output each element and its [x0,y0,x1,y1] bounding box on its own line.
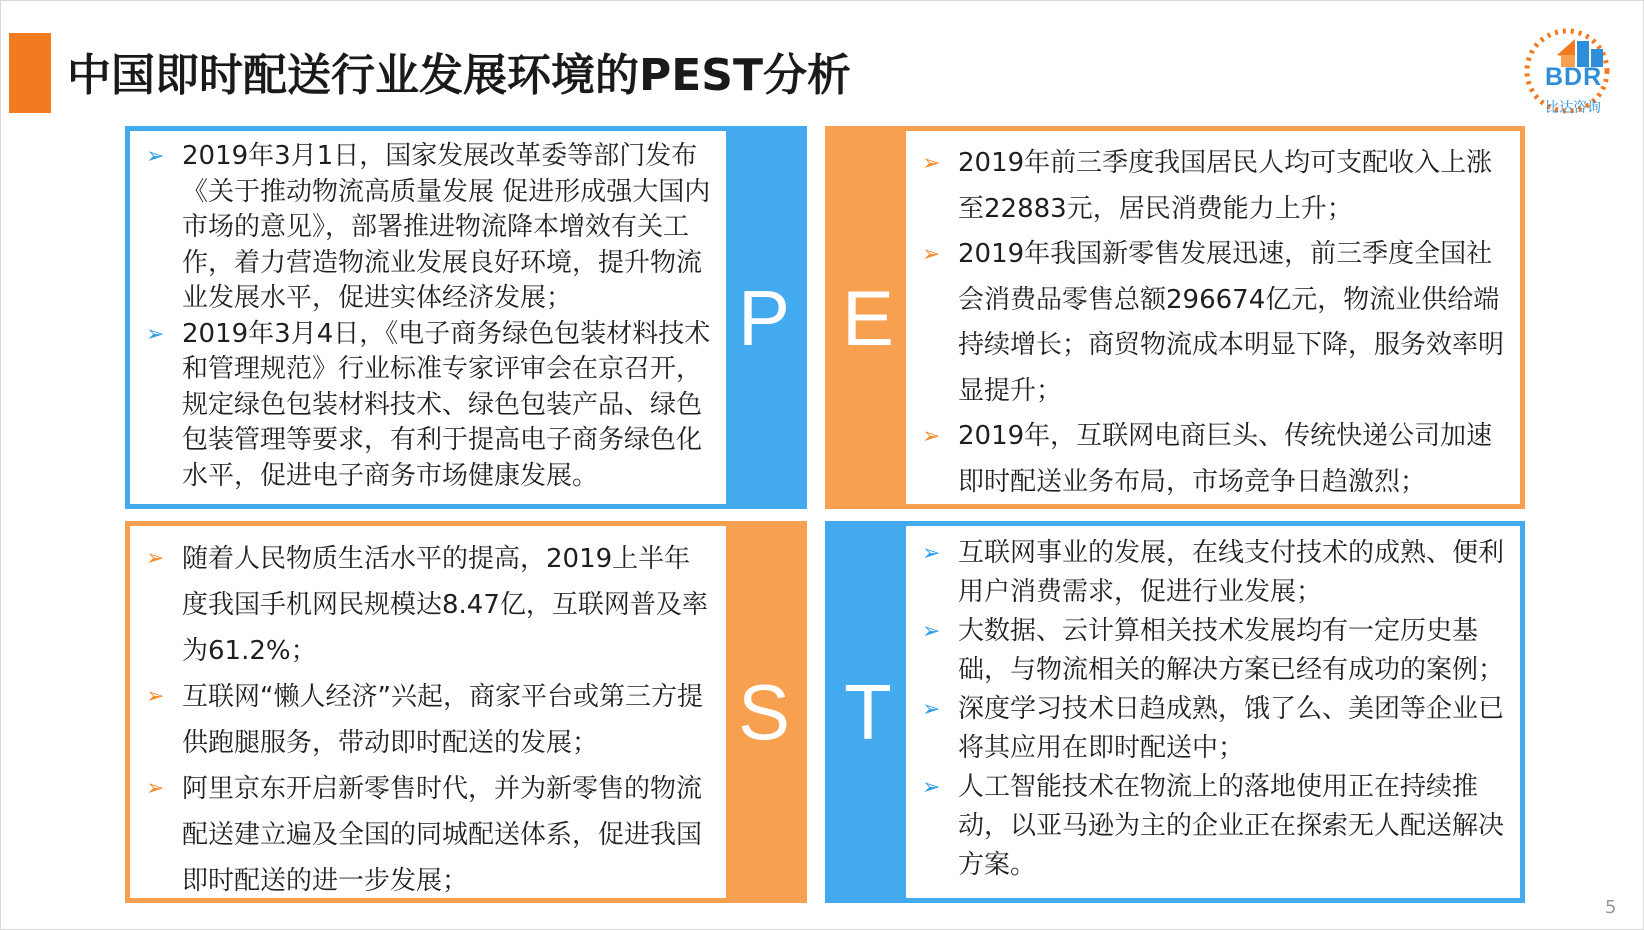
logo-subtitle: 比达咨询 [1545,100,1601,116]
page-number: 5 [1605,897,1617,918]
quadrant-content [130,526,726,898]
arrow-bullet-icon: ➢ [146,321,165,347]
arrow-bullet-icon: ➢ [146,684,165,709]
quadrant-letter: T [844,668,892,756]
arrow-bullet-icon: ➢ [146,776,165,801]
arrow-bullet-icon: ➢ [922,424,941,449]
item-text: 大数据、云计算相关技术发展均有一定历史基础，与物流相关的解决方案已经有成功的案例； [958,616,1505,685]
quadrant-letter-column [726,126,802,509]
item-text: 阿里京东开启新零售时代，并为新零售的物流配送建立遍及全国的同城配送体系，促进我国即时配送的进一步发展； [182,774,703,896]
quadrant-political [125,126,807,509]
item-text: 2019年3月1日，国家发展改革委等部门发布《关于推动物流高质量发展 促进形成强大国内市场的意见》，部署推进物流降本增效有关工作，着力营造物流业发展良好环境，提升物流业发展水平，促进实体经济发展； [182,141,711,313]
list-item [144,766,712,904]
list-item [144,139,712,317]
quadrant-letter: E [841,273,895,362]
list-item [920,141,1506,232]
page-title: 中国即时配送行业发展环境的PEST分析 [67,50,852,101]
arrow-bullet-icon: ➢ [146,144,165,169]
quadrant-content [906,526,1520,898]
title-accent-bar [9,33,51,113]
quadrant-technological [825,521,1525,903]
arrow-bullet-icon: ➢ [922,242,941,267]
arrow-bullet-icon: ➢ [922,775,941,800]
quadrant-letter: P [737,273,791,362]
item-text: 2019年3月4日，《电子商务绿色包装材料技术和管理规范》行业标准专家评审会在京召开，规定绿色包装材料技术、绿色包装产品、绿色包装管理等要求，有利于提高电子商务绿色化水平，促进电子商务市场健康发展。 [182,318,711,491]
arrow-bullet-icon: ➢ [146,546,165,571]
item-text: 互联网事业的发展，在线支付技术的成熟、便利用户消费需求，促进行业发展； [958,538,1505,607]
quadrant-economic [825,126,1525,509]
arrow-bullet-icon: ➢ [922,619,941,644]
item-text: 互联网“懒人经济”兴起，商家平台或第三方提供跑腿服务，带动即时配送的发展； [182,682,703,758]
list-item [144,536,712,674]
list-item [920,232,1506,414]
item-text: 2019年我国新零售发展迅速，前三季度全国社会消费品零售总额296674亿元，物流业供给端持续增长；商贸物流成本明显下降，服务效率明显提升； [958,239,1505,406]
list-item [920,534,1506,612]
item-text: 2019年，互联网电商巨头、传统快递公司加速即时配送业务布局，市场竞争日趋激烈； [958,421,1493,497]
quadrant-letter-column [726,521,802,903]
item-text: 人工智能技术在物流上的落地使用正在持续推动，以亚马逊为主的企业正在探索无人配送解决方案。 [958,772,1505,880]
list-item [144,674,712,766]
item-text: 2019年前三季度我国居民人均可支配收入上涨至22883元，居民消费能力上升； [958,148,1493,224]
list-item [920,690,1506,768]
quadrant-content [130,131,726,504]
quadrant-content [906,131,1520,504]
arrow-bullet-icon: ➢ [922,151,941,176]
arrow-bullet-icon: ➢ [922,541,941,566]
quadrant-letter: S [737,668,791,756]
list-item [920,612,1506,690]
list-item [920,768,1506,885]
item-text: 深度学习技术日趋成熟，饿了么、美团等企业已将其应用在即时配送中； [958,694,1505,763]
quadrant-letter-column [830,521,906,903]
logo-text: BDR [1545,63,1603,91]
quadrant-social [125,521,807,903]
list-item [920,414,1506,505]
quadrant-letter-column [830,126,906,509]
arrow-bullet-icon: ➢ [922,697,941,722]
list-item [144,317,712,495]
item-text: 随着人民物质生活水平的提高，2019上半年度我国手机网民规模达8.47亿，互联网普及率为61.2%； [182,544,708,666]
